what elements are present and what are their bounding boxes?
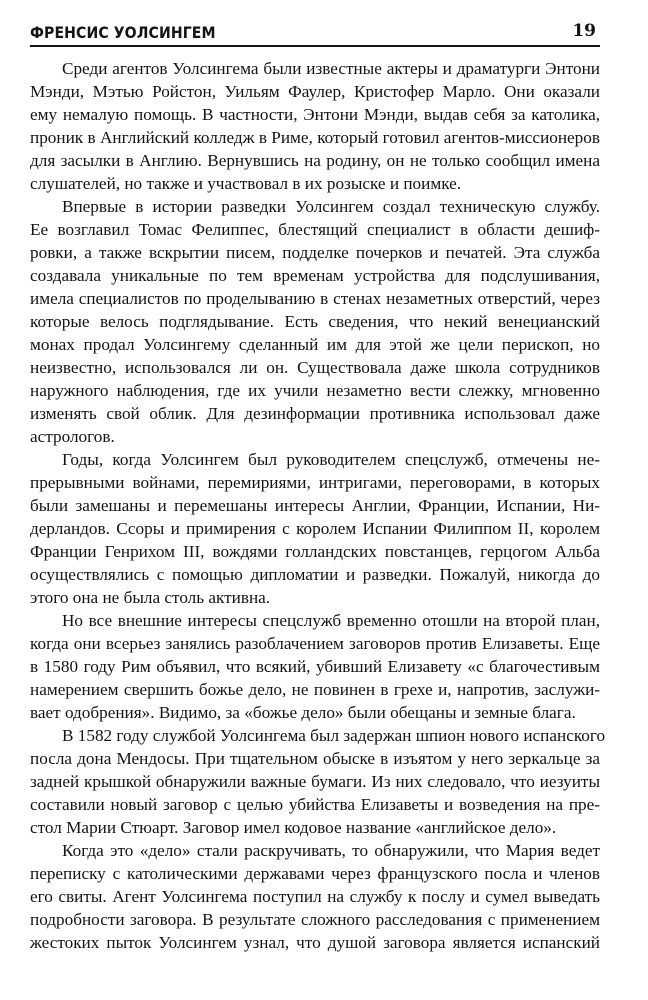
text-line: Франции Генрихом III, вождями голландских повстанцев, герцогом Альба — [30, 542, 600, 561]
text-line: Годы, когда Уолсингем был руководителем спецслужб, отмечены не- — [62, 450, 600, 469]
paragraph — [30, 724, 606, 839]
paragraph — [30, 57, 600, 195]
paragraph — [30, 609, 600, 724]
text-line: переписку с католическими державами через французского посла и членов — [30, 864, 600, 883]
text-line: Ее возглавил Томас Фелиппес, блестящий специалист в области дешиф- — [30, 220, 600, 239]
text-line: подробности заговора. В результате сложного расследования с применением — [30, 910, 600, 929]
paragraph — [30, 839, 600, 954]
text-line: Среди агентов Уолсингема были известные актеры и драматурги Энтони — [62, 59, 600, 78]
text-line: Когда это «дело» стали раскручивать, то обнаружили, что Мария ведет — [62, 841, 600, 860]
text-line: В 1582 году службой Уолсингема был задержан шпион нового испанского — [62, 726, 606, 745]
text-line: когда они всерьез занялись разоблачением заговоров против Елизаветы. Еще — [30, 634, 600, 653]
text-line: прерывными войнами, перемириями, интригами, переговорами, в которых — [30, 473, 600, 492]
paragraph — [30, 448, 600, 609]
running-header — [30, 20, 598, 46]
text-line: дерландов. Ссоры и примирения с королем Испании Филиппом II, королем — [30, 519, 600, 538]
paragraph — [30, 195, 600, 448]
text-line: его свиты. Агент Уолсингема поступил на службу к послу и сумел выведать — [30, 887, 600, 906]
running-head-title: ФРЕНСИС УОЛСИНГЕМ — [30, 23, 216, 42]
text-line: проник в Английский колледж в Риме, который готовил агентов-миссионеров — [30, 128, 600, 147]
text-line: жестоких пыток Уолсингем узнал, что душой заговора является испанский — [30, 933, 600, 952]
text-line: этого она не была столь активна. — [30, 588, 271, 607]
text-line: ему немалую помощь. В частности, Энтони Мэнди, выдав себя за католика, — [30, 105, 600, 124]
text-line: Впервые в истории разведки Уолсингем создал техническую службу. — [62, 197, 600, 216]
text-line: посла дона Мендосы. При тщательном обыске в изъятом у него зеркальце за — [30, 749, 600, 768]
text-line: в 1580 году Рим объявил, что всякий, убивший Елизавету «с благочестивым — [30, 657, 600, 676]
text-line: монах продал Уолсингему сделанный им для этой же цели перископ, но — [30, 335, 600, 354]
text-line: имела специалистов по проделыванию в стенах незаметных отверстий, через — [30, 289, 600, 308]
text-line: осуществлялись с помощью дипломатии и разведки. Пожалуй, никогда до — [30, 565, 600, 584]
text-line: ровки, а также вскрытии писем, подделке почерков и печатей. Эта служба — [30, 243, 600, 262]
text-line: которые велось подглядывание. Есть сведения, что некий венецианский — [30, 312, 600, 331]
page-number: 19 — [572, 21, 596, 41]
text-line: Но все внешние интересы спецслужб временно отошли на второй план, — [62, 611, 600, 630]
text-line: неизвестно, использовался ли он. Существовала даже школа сотрудников — [30, 358, 600, 377]
text-line: стол Марии Стюарт. Заговор имел кодовое название «английское дело». — [30, 818, 557, 837]
text-line: вает одобрения». Видимо, за «божье дело» были обещаны и земные блага. — [30, 703, 576, 722]
header-rule — [30, 45, 600, 47]
text-line: задней крышкой обнаружили важные бумаги. Из них следовало, что иезуиты — [30, 772, 600, 791]
text-line: для засылки в Англию. Вернувшись на родину, он не только сообщил имена — [30, 151, 600, 170]
text-line: наружного наблюдения, где их учили незаметно вести слежку, мгновенно — [30, 381, 600, 400]
text-line: намерением свершить божье дело, не повинен в грехе и, напротив, заслужи- — [30, 680, 600, 699]
text-line: составили новый заговор с целью убийства Елизаветы и возведения на пре- — [30, 795, 600, 814]
text-line: астрологов. — [30, 427, 115, 446]
text-line: были замешаны и перемешаны интересы Англии, Франции, Испании, Ни- — [30, 496, 600, 515]
body-text — [30, 57, 606, 954]
text-line: создавала уникальные по тем временам устройства для подслушивания, — [30, 266, 600, 285]
text-line: изменять свой облик. Для дезинформации противника использовал даже — [30, 404, 600, 423]
text-line: Мэнди, Мэтью Ройстон, Уильям Фаулер, Кристофер Марло. Они оказали — [30, 82, 600, 101]
text-line: слушателей, но также и участвовал в их розыске и поимке. — [30, 174, 462, 193]
